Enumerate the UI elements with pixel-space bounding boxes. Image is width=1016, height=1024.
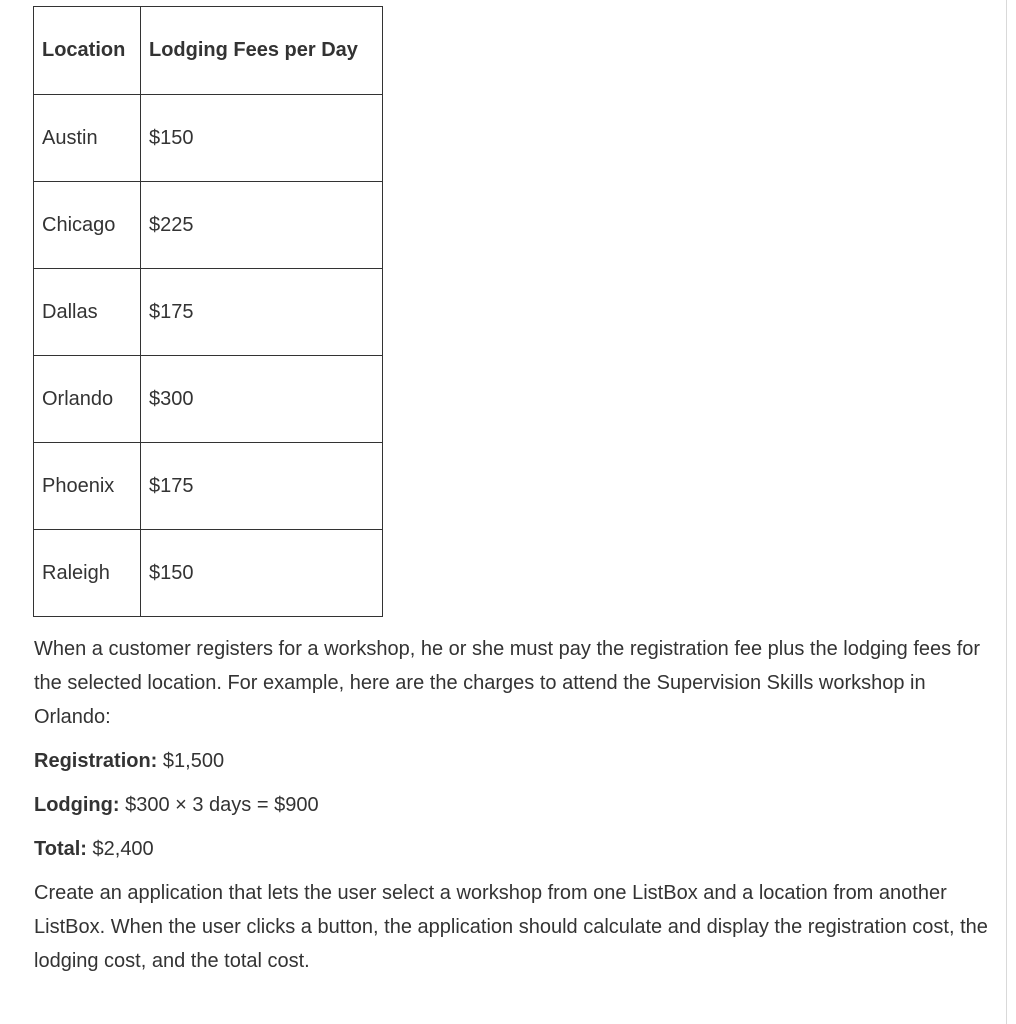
fee-cell: $150 <box>141 530 383 617</box>
task-paragraph: Create an application that lets the user select a workshop from one ListBox and a location from another ListBox. When the user clicks a button, the application should calculate and display the registration cost, the lodging cost, and the total cost. <box>34 882 988 972</box>
lodging-value: $300 × 3 days = $900 <box>119 794 319 816</box>
problem-text <box>34 632 994 978</box>
location-cell: Dallas <box>34 269 141 356</box>
table-header-row <box>34 7 383 95</box>
fee-cell: $150 <box>141 95 383 182</box>
location-cell: Austin <box>34 95 141 182</box>
table-row <box>34 182 383 269</box>
registration-value: $1,500 <box>157 750 225 772</box>
total-line <box>34 832 994 866</box>
location-cell: Chicago <box>34 182 141 269</box>
header-lodging-fees: Lodging Fees per Day <box>141 7 383 95</box>
table-row <box>34 356 383 443</box>
registration-label: Registration: <box>34 750 158 772</box>
page-right-border <box>1006 0 1007 1024</box>
intro-paragraph: When a customer registers for a workshop, he or she must pay the registration fee plus the lodging fees for the selected location. For example, here are the charges to attend the Supervision Skills workshop in Orlando: <box>34 638 981 728</box>
lodging-label: Lodging: <box>34 794 120 816</box>
header-location: Location <box>34 7 141 95</box>
table-row <box>34 530 383 617</box>
location-cell: Raleigh <box>34 530 141 617</box>
location-cell: Phoenix <box>34 443 141 530</box>
location-cell: Orlando <box>34 356 141 443</box>
total-label: Total: <box>34 838 87 860</box>
lodging-fees-table <box>33 6 383 617</box>
fee-cell: $300 <box>141 356 383 443</box>
lodging-line <box>34 788 994 822</box>
fee-cell: $175 <box>141 269 383 356</box>
registration-line <box>34 744 994 778</box>
table-row <box>34 269 383 356</box>
fee-cell: $175 <box>141 443 383 530</box>
table-row <box>34 443 383 530</box>
fee-cell: $225 <box>141 182 383 269</box>
table-row <box>34 95 383 182</box>
total-value: $2,400 <box>86 838 154 860</box>
